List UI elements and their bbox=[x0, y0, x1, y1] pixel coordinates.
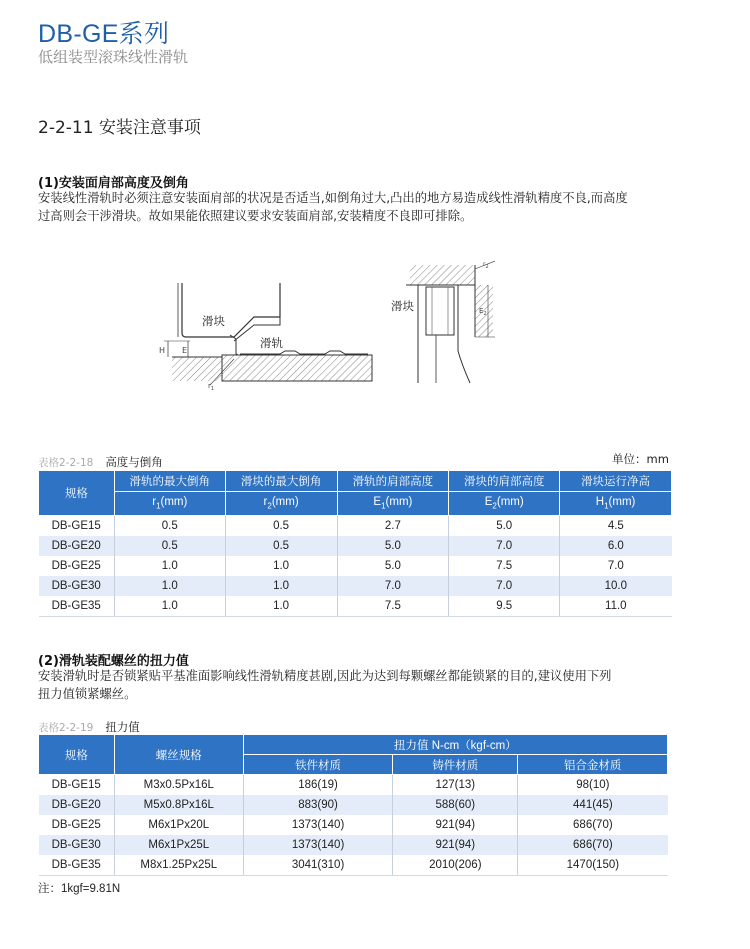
unit-note: 注：1kgf=9.81N bbox=[38, 883, 121, 895]
part2-line1: 安装滑轨时是否锁紧贴平基准面影响线性滑轨精度甚剧,因此为达到每颗螺丝都能锁紧的目的,建议使用下列 bbox=[38, 669, 612, 683]
table-row bbox=[39, 855, 668, 876]
table-cell: 5.0 bbox=[337, 556, 449, 576]
table-cell: 11.0 bbox=[560, 596, 672, 617]
table-cell: 7.0 bbox=[560, 556, 672, 576]
right-e-label: $E_2$ bbox=[479, 307, 487, 317]
page-subtitle: 低组装型滚珠线性滑轨 bbox=[38, 48, 189, 66]
table-cell: 0.5 bbox=[225, 516, 337, 537]
table-cell: 1.0 bbox=[225, 576, 337, 596]
part1-line1: 安装线性滑轨时必须注意安装面肩部的状况是否适当,如倒角过大,凸出的地方易造成线性滑轨精度不良,而高度 bbox=[38, 191, 628, 205]
part1-heading: (1)安装面肩部高度及倒角 bbox=[38, 176, 189, 191]
table1-header-r1: $r_1(mm)$ bbox=[114, 492, 225, 516]
table-cell: 3041(310) bbox=[243, 855, 393, 876]
table1-header-e1: $E_1(mm)$ bbox=[337, 492, 449, 516]
table2-header-iron: 铁件材质 bbox=[243, 755, 393, 775]
height-chamfer-table bbox=[38, 470, 672, 617]
table2-header-aluminum: 铝合金材质 bbox=[518, 755, 668, 775]
table2-header-torque: 扭力值 N-cm（kgf-cm） bbox=[243, 735, 667, 755]
part1-line2: 过高则会干涉滑块。故如果能依照建议要求安装面肩部,安装精度不良即可排除。 bbox=[38, 209, 473, 223]
table1-unit: 单位：mm bbox=[612, 452, 669, 466]
table-cell: 686(70) bbox=[518, 815, 668, 835]
table-cell: DB-GE25 bbox=[51, 560, 101, 572]
table-cell: 5.0 bbox=[449, 516, 560, 537]
table-cell: 6.0 bbox=[560, 536, 672, 556]
table-cell: 9.5 bbox=[449, 596, 560, 617]
part1-paragraph bbox=[38, 189, 698, 225]
table-cell: DB-GE35 bbox=[39, 855, 115, 876]
table-row bbox=[39, 775, 668, 796]
table-cell: DB-GE20 bbox=[39, 536, 115, 556]
table-cell: 2.7 bbox=[337, 516, 449, 537]
table-cell: DB-GE30 bbox=[39, 835, 115, 855]
table-cell: 10.0 bbox=[560, 576, 672, 596]
table-cell: 5.0 bbox=[337, 536, 449, 556]
table-cell: M3x0.5Px16L bbox=[114, 775, 243, 796]
table2-caption-number: 表格2-2-19 bbox=[38, 722, 94, 734]
table-cell: 588(60) bbox=[393, 795, 518, 815]
torque-table bbox=[38, 734, 668, 876]
table2-header-spec: 规格 bbox=[39, 735, 115, 775]
table-cell: 0.5 bbox=[225, 536, 337, 556]
page-title: DB-GE系列 bbox=[38, 20, 170, 48]
table-cell: 186(19) bbox=[243, 775, 393, 796]
table-cell: 441(45) bbox=[518, 795, 668, 815]
table-row bbox=[39, 815, 668, 835]
table1-caption-number: 表格2-2-18 bbox=[38, 457, 94, 469]
table1-header-rail-chamfer: 滑轨的最大倒角 bbox=[114, 471, 225, 492]
left-e-label: E bbox=[182, 346, 188, 355]
table-cell: 7.0 bbox=[337, 576, 449, 596]
table1-caption-text: 高度与倒角 bbox=[105, 455, 163, 469]
table-cell: M6x1Px20L bbox=[114, 815, 243, 835]
table-cell: 2010(206) bbox=[393, 855, 518, 876]
mounting-diagram bbox=[150, 255, 495, 395]
left-r-label: $r_1$ bbox=[208, 382, 215, 392]
table-cell: DB-GE25 bbox=[51, 819, 101, 831]
table-cell: 7.0 bbox=[449, 536, 560, 556]
table-cell: DB-GE15 bbox=[51, 520, 101, 532]
table-cell: 1.0 bbox=[114, 556, 225, 576]
table1-header-clearance: 滑块运行净高 bbox=[560, 471, 672, 492]
table2-header-cast: 铸件材质 bbox=[393, 755, 518, 775]
table-cell: 7.5 bbox=[449, 556, 560, 576]
table-row bbox=[39, 835, 668, 855]
left-block-label: 滑块 bbox=[202, 314, 225, 328]
table-cell: 0.5 bbox=[114, 536, 225, 556]
table-cell: 1470(150) bbox=[518, 855, 668, 876]
table-cell: M6x1Px25L bbox=[114, 835, 243, 855]
section-title: 2-2-11 安装注意事项 bbox=[38, 118, 201, 138]
table-cell: DB-GE30 bbox=[39, 576, 115, 596]
table1-header-r2: $r_2(mm)$ bbox=[225, 492, 337, 516]
table-cell: DB-GE15 bbox=[51, 779, 101, 791]
table-row bbox=[39, 576, 672, 596]
table-cell: 127(13) bbox=[393, 775, 518, 796]
table-cell: 1373(140) bbox=[243, 835, 393, 855]
table-row bbox=[39, 795, 668, 815]
table2-caption bbox=[38, 716, 140, 735]
part2-paragraph bbox=[38, 667, 698, 703]
table-cell: DB-GE20 bbox=[39, 795, 115, 815]
table-row bbox=[39, 596, 672, 617]
table1-header-e2: $E_2(mm)$ bbox=[449, 492, 560, 516]
table-cell: 1373(140) bbox=[243, 815, 393, 835]
table2-header-screw: 螺丝规格 bbox=[114, 735, 243, 775]
table-cell: 1.0 bbox=[225, 556, 337, 576]
table-cell: 0.5 bbox=[114, 516, 225, 537]
table2-caption-text: 扭力值 bbox=[105, 720, 140, 734]
table-cell: 686(70) bbox=[518, 835, 668, 855]
right-block-label: 滑块 bbox=[391, 299, 414, 313]
left-h-label: H bbox=[159, 346, 166, 355]
table-cell: 1.0 bbox=[114, 596, 225, 617]
table-cell: 7.0 bbox=[449, 576, 560, 596]
table1-header-rail-shoulder: 滑轨的肩部高度 bbox=[337, 471, 449, 492]
part2-heading: (2)滑轨装配螺丝的扭力值 bbox=[38, 654, 189, 669]
table-row bbox=[39, 556, 672, 576]
table-row bbox=[39, 536, 672, 556]
table-cell: 98(10) bbox=[518, 775, 668, 796]
table-cell: 921(94) bbox=[393, 815, 518, 835]
table-cell: 883(90) bbox=[243, 795, 393, 815]
table1-header-block-chamfer: 滑块的最大倒角 bbox=[225, 471, 337, 492]
part2-line2: 扭力值锁紧螺丝。 bbox=[38, 687, 137, 701]
table-cell: DB-GE35 bbox=[39, 596, 115, 617]
right-r-label: $r_2$ bbox=[483, 261, 489, 270]
table-cell: M5x0.8Px16L bbox=[114, 795, 243, 815]
table-cell: 1.0 bbox=[114, 576, 225, 596]
table-row bbox=[39, 516, 672, 537]
table1-header-block-shoulder: 滑块的肩部高度 bbox=[449, 471, 560, 492]
left-rail-label: 滑轨 bbox=[260, 336, 283, 350]
table1-header-spec: 规格 bbox=[39, 471, 115, 516]
table-cell: 921(94) bbox=[393, 835, 518, 855]
left-shoulder-diagram bbox=[164, 283, 372, 385]
table-cell: 7.5 bbox=[337, 596, 449, 617]
table-cell: 1.0 bbox=[225, 596, 337, 617]
right-shoulder-diagram bbox=[406, 261, 495, 383]
table1-header-h1: $H_1(mm)$ bbox=[560, 492, 672, 516]
table1-caption bbox=[38, 451, 163, 470]
table-cell: M8x1.25Px25L bbox=[114, 855, 243, 876]
table-cell: 4.5 bbox=[560, 516, 672, 537]
